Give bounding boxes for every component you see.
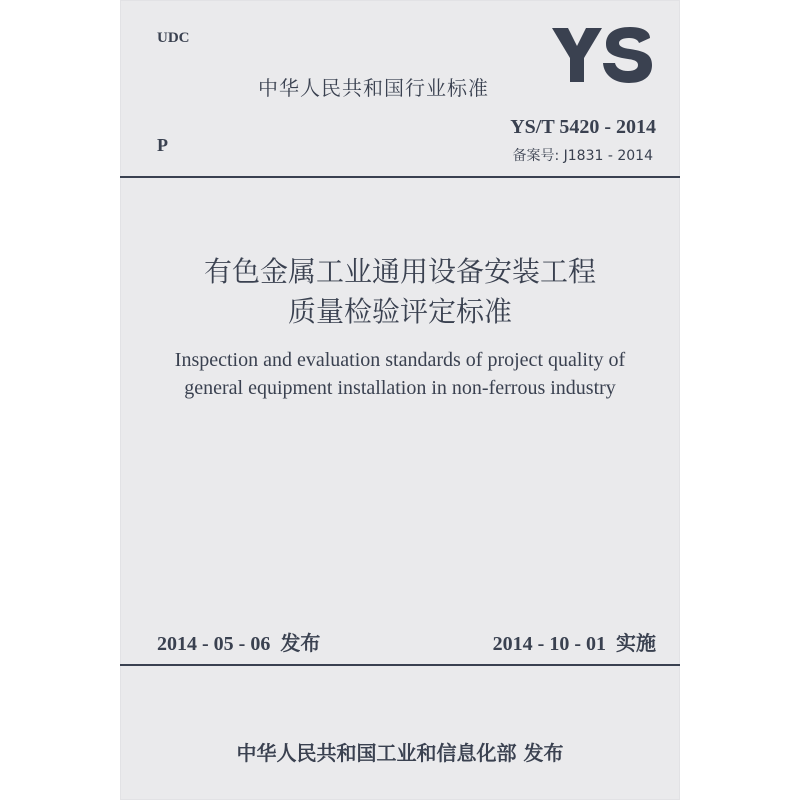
standard-number: YS/T 5420 - 2014 — [510, 116, 656, 138]
implement-date: 2014 - 10 - 01 — [492, 633, 606, 655]
top-divider — [120, 176, 680, 178]
udc-label: UDC — [157, 30, 190, 46]
issue-date-block — [157, 627, 320, 656]
title-en-line-2: general equipment installation in non-ferrous industry — [184, 377, 616, 399]
issue-label: 发布 — [280, 631, 321, 655]
implement-date-block — [493, 627, 656, 656]
classification-label: P — [157, 135, 168, 155]
publisher: 中华人民共和国工业和信息化部 发布 — [236, 741, 564, 765]
implement-label: 实施 — [616, 631, 656, 655]
bottom-divider — [120, 664, 680, 666]
issue-date: 2014 - 05 - 06 — [157, 633, 271, 655]
title-en-line-1: Inspection and evaluation standards of project quality of — [174, 349, 626, 371]
ys-logo — [550, 24, 656, 86]
title-cn-line-2: 质量检验评定标准 — [287, 295, 512, 328]
filing-number: 备案号: J1831 - 2014 — [512, 148, 653, 164]
standard-type: 中华人民共和国行业标准 — [258, 76, 489, 100]
standard-cover — [120, 0, 680, 800]
title-cn-line-1: 有色金属工业通用设备安装工程 — [203, 255, 596, 288]
